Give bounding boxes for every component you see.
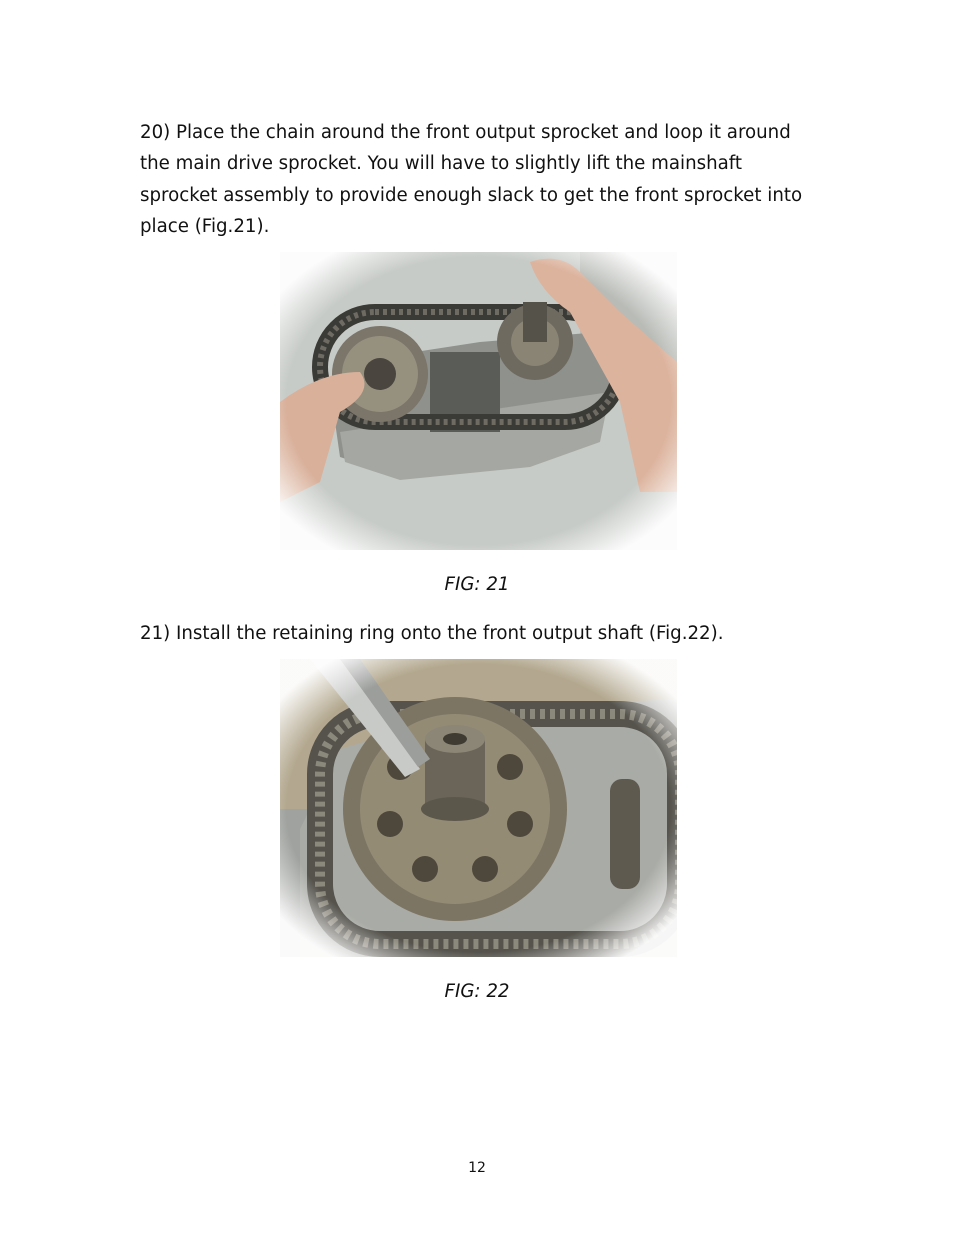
figure-21-caption: FIG: 21 [444,574,510,595]
step-21-text: 21) Install the retaining ring onto the front output shaft (Fig.22). [140,623,724,644]
page-number: 12 [468,1160,486,1176]
figure-21-photo [280,252,677,550]
figure-22-caption: FIG: 22 [444,981,510,1002]
figure-22-photo [280,659,677,957]
step-20-text: 20) Place the chain around the front output sprocket and loop it around the main drive sprocket. You will have to slightly lift the mainshaft sprocket assembly to provide enough slack to get the front sprocket into place (Fig.21). [140,122,803,238]
